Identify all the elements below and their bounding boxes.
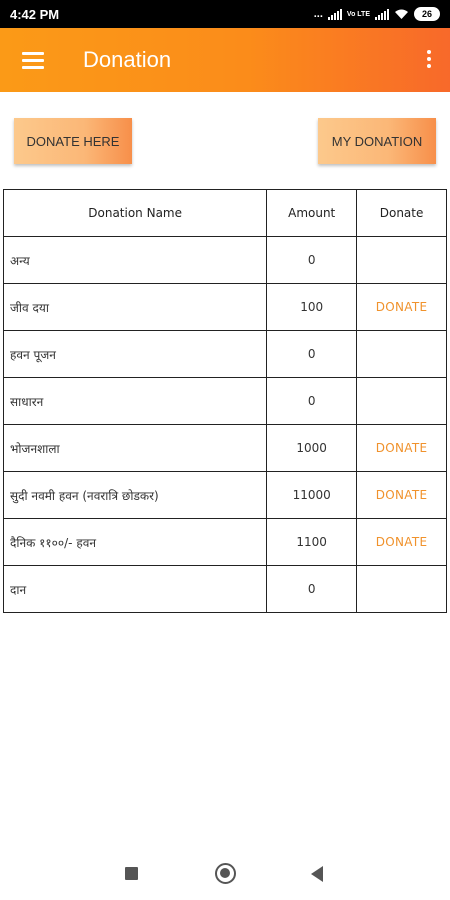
donate-here-button[interactable]: DONATE HERE bbox=[14, 118, 132, 164]
table-row bbox=[4, 519, 447, 566]
amount-cell: 1100 bbox=[267, 519, 357, 566]
amount-cell: 0 bbox=[267, 237, 357, 284]
donate-link[interactable]: DONATE bbox=[375, 441, 428, 455]
donate-cell bbox=[357, 519, 447, 566]
table-row bbox=[4, 331, 447, 378]
donation-name-cell: हवन पूजन bbox=[4, 331, 267, 378]
donate-cell bbox=[357, 378, 447, 425]
page-title: Donation bbox=[83, 47, 172, 72]
status-bar bbox=[0, 0, 450, 28]
table-row bbox=[4, 378, 447, 425]
donate-cell bbox=[357, 425, 447, 472]
status-dots: ... bbox=[313, 8, 323, 20]
amount-cell: 1000 bbox=[267, 425, 357, 472]
donate-cell bbox=[357, 331, 447, 378]
table-row bbox=[4, 284, 447, 331]
donation-table bbox=[3, 189, 447, 613]
donation-name-cell: जीव दया bbox=[4, 284, 267, 331]
volte-icon: Vo LTE bbox=[346, 10, 370, 18]
donation-name-cell: भोजनशाला bbox=[4, 425, 267, 472]
status-time: 4:42 PM bbox=[10, 6, 60, 22]
table-row bbox=[4, 237, 447, 284]
donation-name-cell: दान bbox=[4, 566, 267, 613]
header-donation-name: Donation Name bbox=[4, 190, 267, 237]
donation-name-cell: सुदी नवमी हवन (नवरात्रि छोडकर) bbox=[4, 472, 267, 519]
header-amount: Amount bbox=[267, 190, 357, 237]
battery-level: 26 bbox=[421, 9, 432, 19]
donate-cell bbox=[357, 566, 447, 613]
amount-cell: 100 bbox=[267, 284, 357, 331]
donate-link[interactable]: DONATE bbox=[375, 488, 428, 502]
donate-cell bbox=[357, 237, 447, 284]
hamburger-menu-icon[interactable] bbox=[22, 52, 44, 68]
table-row bbox=[4, 566, 447, 613]
amount-cell: 11000 bbox=[267, 472, 357, 519]
donate-cell bbox=[357, 284, 447, 331]
table-row bbox=[4, 425, 447, 472]
header-donate: Donate bbox=[357, 190, 447, 237]
wifi-icon bbox=[394, 8, 409, 20]
amount-cell: 0 bbox=[267, 331, 357, 378]
table-header-row bbox=[4, 190, 447, 237]
donation-name-cell: अन्य bbox=[4, 237, 267, 284]
amount-cell: 0 bbox=[267, 378, 357, 425]
triangle-back-icon[interactable] bbox=[311, 866, 323, 882]
signal-icon bbox=[328, 9, 342, 20]
donate-link[interactable]: DONATE bbox=[375, 535, 428, 549]
more-vert-icon[interactable] bbox=[426, 50, 432, 70]
donate-link[interactable]: DONATE bbox=[375, 300, 428, 314]
table-row bbox=[4, 472, 447, 519]
circle-home-icon[interactable] bbox=[215, 863, 236, 884]
battery-icon bbox=[414, 7, 440, 21]
amount-cell: 0 bbox=[267, 566, 357, 613]
donate-cell bbox=[357, 472, 447, 519]
status-icons bbox=[314, 7, 440, 21]
donation-name-cell: दैनिक ११००/- हवन bbox=[4, 519, 267, 566]
system-nav-bar bbox=[0, 848, 450, 900]
signal-2-icon bbox=[375, 9, 389, 20]
my-donation-button[interactable]: MY DONATION bbox=[318, 118, 436, 164]
app-bar bbox=[0, 28, 450, 92]
square-recent-apps-icon[interactable] bbox=[125, 867, 138, 880]
donation-name-cell: साधारन bbox=[4, 378, 267, 425]
